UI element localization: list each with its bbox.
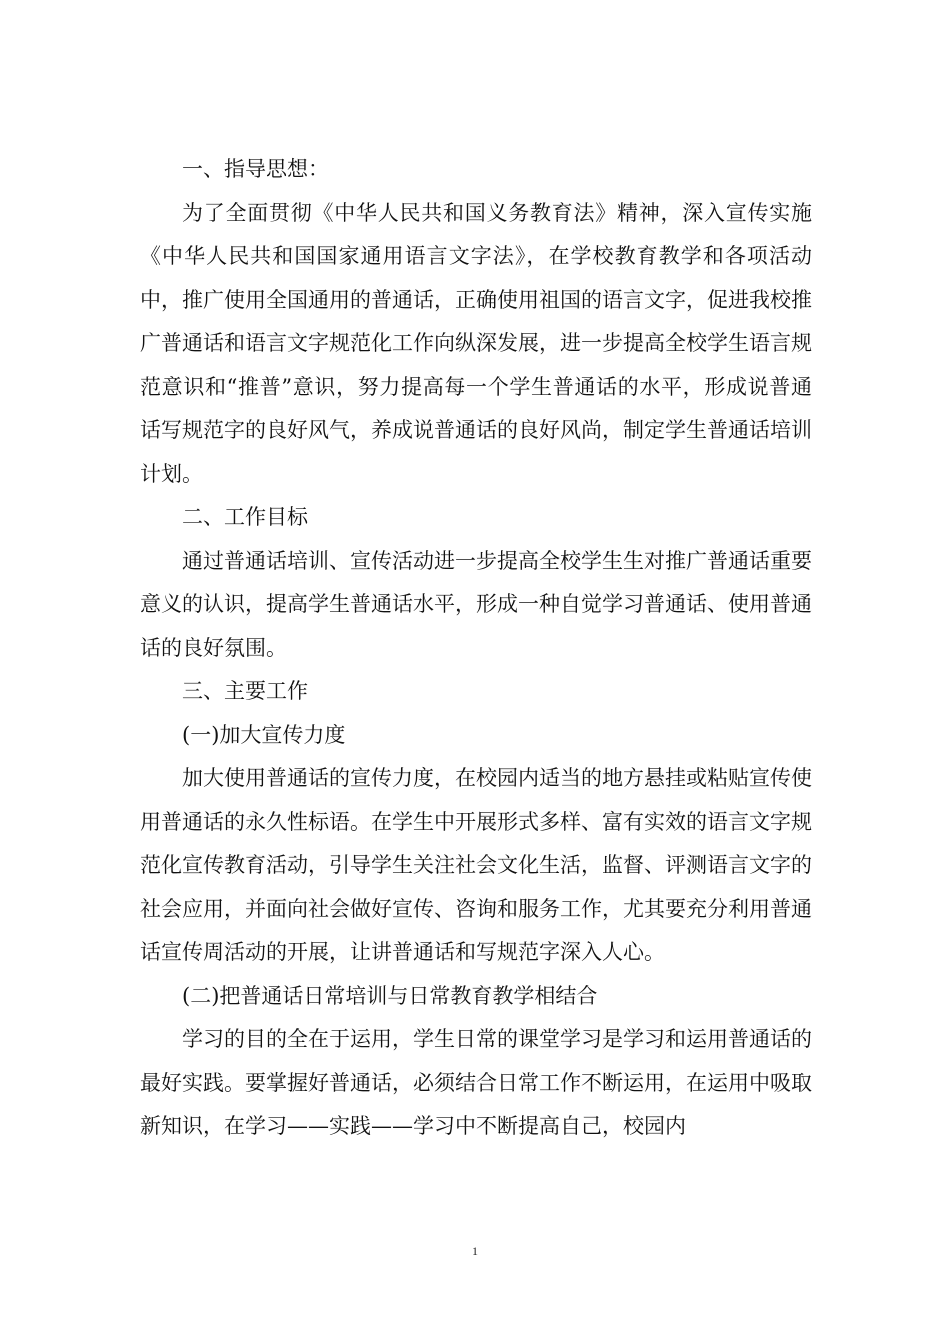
section-heading-work-goals: 二、工作目标 [182,505,308,529]
subsection-heading-daily-training: (二)把普通话日常培训与日常教育教学相结合 [182,983,598,1008]
paragraph-publicity: 加大使用普通话的宣传力度，在校园内适当的地方悬挂或粘贴宣传使用普通话的永久性标语。在学生中开展形式多样、富有实效的语言文字规范化宣传教育活动，引导学生关注社会文化生活，监督、评测语言文字的社会应用，并面向社会做好宣传、咨询和服务工作，尤其要充分利用普通话宣传周活动的开展，让讲普通话和写规范字深入人心。 [140,766,812,964]
document-body [140,148,812,1149]
paragraph-work-goals: 通过普通话培训、宣传活动进一步提高全校学生生对推广普通话重要意义的认识，提高学生普通话水平，形成一种自觉学习普通话、使用普通话的良好氛围。 [140,548,812,660]
section-heading-main-work: 三、主要工作 [182,679,308,703]
subsection-heading-publicity: (一)加大宣传力度 [182,722,346,747]
page-number: 1 [472,1244,478,1258]
paragraph-guiding-thought: 为了全面贯彻《中华人民共和国义务教育法》精神，深入宣传实施《中华人民共和国国家通用语言文字法》，在学校教育教学和各项活动中，推广使用全国通用的普通话，正确使用祖国的语言文字，促进我校推广普通话和语言文字规范化工作向纵深发展，进一步提高全校学生语言规范意识和“推普”意识，努力提高每一个学生普通话的水平，形成说普通话写规范字的良好风气，养成说普通话的良好风尚，制定学生普通话培训计划。 [140,200,812,486]
paragraph-daily-training: 学习的目的全在于运用，学生日常的课堂学习是学习和运用普通话的最好实践。要掌握好普通话，必须结合日常工作不断运用，在运用中吸取新知识，在学习——实践——学习中不断提高自己，校园内 [140,1027,812,1138]
section-heading-guiding-thought: 一、指导思想： [182,157,329,181]
